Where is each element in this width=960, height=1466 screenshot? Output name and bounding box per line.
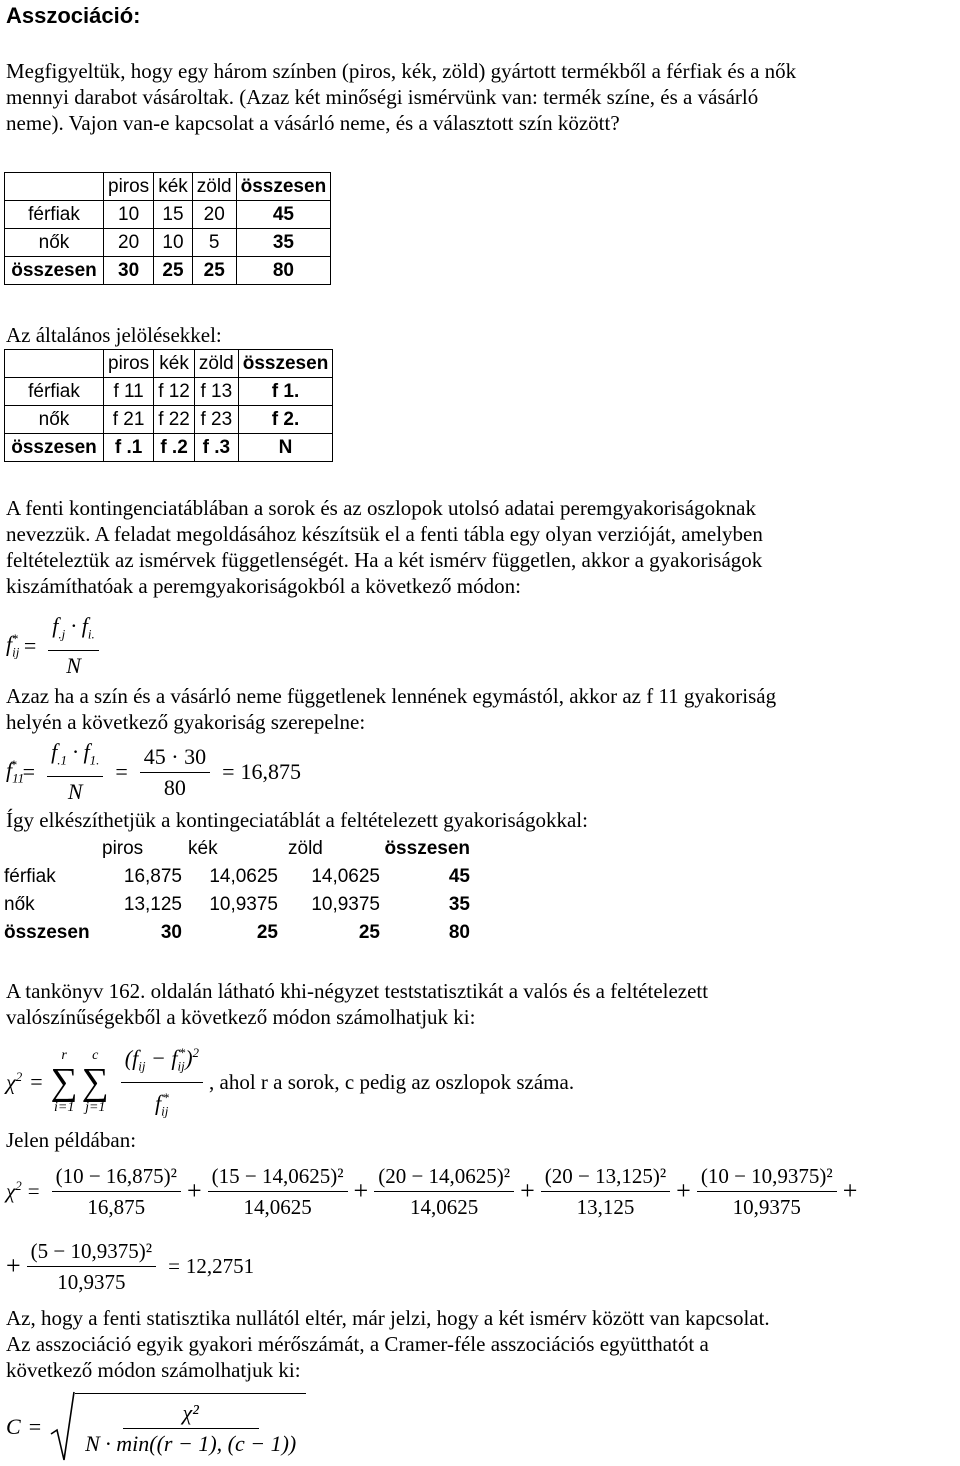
chi-term-numerator: (5 − 10,9375)² [27,1236,156,1267]
table-header-cell: összesen [384,838,470,859]
chi-term-numerator: (10 − 10,9375)² [697,1161,837,1192]
chi-term-numerator: (20 − 13,125)² [541,1161,670,1192]
table-header-cell: összesen [236,173,331,201]
row-label: összesen [5,434,104,462]
f11-result: 16,875 [240,759,302,784]
table-cell: 25 [358,922,380,943]
table-header-cell: kék [188,838,218,859]
table-cell [5,173,104,201]
table-cell: 25 [256,922,278,943]
table-cell: 80 [236,257,331,285]
chi-term-denominator: 13,125 [576,1194,635,1219]
table-row [5,257,331,285]
table-row [4,891,470,919]
table-cell: 15 [154,201,193,229]
table-row [5,406,333,434]
table-cell: 30 [160,922,182,943]
table-cell: f 2. [238,406,333,434]
table-header-cell: kék [154,173,193,201]
paragraph-line: valószínűségekből a következő módon számolhatjuk ki: [6,1005,476,1029]
intro-line: neme). Vajon van-e kapcsolat a vásárló neme, és a választott szín között? [6,111,620,135]
table-header-cell: összesen [238,350,333,378]
cramer-numerator: χ² [123,1398,259,1429]
table-header-cell: kék [154,350,195,378]
paragraph-line: feltételeztük az ismérvek függetlenségét. Ha a két ismérv független, akkor a gyakoriságok [6,548,763,572]
table-header-cell: zöld [288,838,323,859]
chi-term-denominator: 10,9375 [57,1269,126,1294]
paragraph-line: A tankönyv 162. oldalán látható khi-négyzet teststatisztikát a valós és a feltételezett [6,979,709,1003]
table-header-cell: piros [102,838,144,859]
notation-table [4,349,333,462]
table-cell: f 23 [194,406,238,434]
table-cell: N [238,434,333,462]
table-cell: 5 [192,229,236,257]
chi-term-denominator: 14,0625 [410,1194,479,1219]
table-cell: 20 [192,201,236,229]
expected-frequency-table [4,835,470,947]
row-label: nők [5,229,104,257]
table-cell: 45 [448,866,470,887]
table-cell: 10,9375 [209,894,278,915]
chi-term-denominator: 10,9375 [732,1194,801,1219]
table-cell: 14,0625 [209,866,278,887]
intro-paragraph [6,58,956,136]
expected-frequency-formula: $f_{ij}^*$ = $\frac{f_{.j} \cdot f_{i.}}{N}$ [6,614,105,678]
paragraph-line: helyén a következő gyakoriság szerepelne: [6,710,366,734]
table-row [5,229,331,257]
row-label: összesen [4,922,90,943]
table-cell: 16,875 [123,866,182,887]
paragraph-line: nevezzük. A feladat megoldásához készítsük el a fenti tábla egy olyan verzióját, amelyben [6,522,763,546]
table-cell: f 22 [154,406,195,434]
chi-term-numerator: (20 − 14,0625)² [374,1161,514,1192]
intro-line: Megfigyeltük, hogy egy három színben (piros, kék, zöld) gyártott termékből a férfiak és a nők [6,59,797,83]
table-cell: 25 [154,257,193,285]
table-cell: 35 [236,229,331,257]
chi-square-calculation-continued: + $\frac{\text{(5 − 10,9375)²}}{10,9375}$ = 12,2751 [6,1233,254,1299]
table-header-cell: zöld [192,173,236,201]
table-cell: f 21 [104,406,154,434]
table-cell: 25 [192,257,236,285]
row-label: férfiak [4,866,56,887]
example-label: Jelen példában: [6,1128,137,1152]
f11-paragraph [6,683,956,735]
cramer-denominator: N · min((r − 1), (c − 1)) [85,1431,297,1456]
chi-square-result: 12,2751 [185,1253,255,1278]
chi-square-calculation: $\chi^2$ = $\frac{\text{(10 − 16,875)²}}{16,875}$ + $\frac{\text{(15 − 14,0625)²}}{14,0625}$ + $\frac{\text{(20 − 14,0625)²}}{14,0625}$ + $\frac{\text{(20 − 13,125)²}}{13,125}$ + $\frac{\text{(10 − 10,9375)²}}{10,9375}$ + [6,1158,857,1224]
table-cell [5,350,104,378]
chi-square-note: , ahol r a sorok, c pedig az oszlopok száma. [209,1069,575,1094]
f11-numerator: 45 · 30 [140,742,210,773]
table-cell: 80 [448,922,470,943]
cramer-formula: C = $\frac{\text{χ²}}{N \cdot \min((r - 1), (c - 1))}$ [6,1390,306,1464]
table-cell: 10 [104,201,154,229]
observed-frequency-table [4,172,331,285]
table-cell: f 12 [154,378,195,406]
table-cell: f .1 [104,434,154,462]
chi-term-denominator: 14,0625 [243,1194,312,1219]
marginal-paragraph [6,495,956,599]
table-header-row [5,173,331,201]
table-cell: 30 [104,257,154,285]
table-row [4,919,470,947]
table-cell: f .3 [194,434,238,462]
chi-term-numerator: (15 − 14,0625)² [208,1161,348,1192]
general-notation-label: Az általános jelölésekkel: [6,323,222,347]
row-label: férfiak [5,378,104,406]
chi-term-numerator: (10 − 16,875)² [52,1161,181,1192]
chi-term-denominator: 16,875 [87,1194,146,1219]
table-cell: 14,0625 [311,866,380,887]
chi-square-intro [6,978,956,1030]
table-cell: 45 [236,201,331,229]
table-header-cell: zöld [194,350,238,378]
table-cell: f 13 [194,378,238,406]
paragraph-line: Az, hogy a fenti statisztika nullától eltér, már jelzi, hogy a két ismérv között van kapcsolat. [6,1306,770,1330]
table-cell: 20 [104,229,154,257]
table-header-cell: piros [104,173,154,201]
table-cell: f 11 [104,378,154,406]
paragraph-line: következő módon számolhatjuk ki: [6,1358,301,1382]
row-label: férfiak [5,201,104,229]
square-root-icon [49,1390,75,1464]
table-cell [4,835,102,863]
table-row [4,863,470,891]
f11-calculation: $f_{11}^*$ = $\frac{f_{.1} \cdot f_{1.}}{N}$ = $\frac{45 \cdot 30}{80}$ = 16,875 [6,739,302,804]
chi-square-formula: $\chi^2$ = r ∑ i=1 c ∑ j=1 $\frac{(f_{ij} - f_{ij}^*)^2}{f_{ij}^*}$ , ahol r a sorok, c pedig az oszlopok száma. [6,1040,574,1124]
table-row [5,434,333,462]
row-label: összesen [5,257,104,285]
table-header-row [5,350,333,378]
table-row [5,201,331,229]
table-header-cell: piros [104,350,154,378]
paragraph-line: Az asszociáció egyik gyakori mérőszámát, a Cramer-féle asszociációs együtthatót a [6,1332,709,1356]
table-cell: 10 [154,229,193,257]
table-cell: f .2 [154,434,195,462]
paragraph-line: A fenti kontingenciatáblában a sorok és az oszlopok utolsó adatai peremgyakoriságoknak [6,496,756,520]
cramer-paragraph [6,1305,956,1383]
table-cell: 10,9375 [311,894,380,915]
paragraph-line: Azaz ha a szín és a vásárló neme függetlenek lennének egymástól, akkor az f 11 gyakoriság [6,684,777,708]
table-cell: f 1. [238,378,333,406]
f11-denominator: 80 [163,774,186,800]
table-header-row [4,835,470,863]
table-cell: 13,125 [123,894,182,915]
table-cell: 35 [448,894,470,915]
paragraph-line: kiszámíthatóak a peremgyakoriságokból a következő módon: [6,574,521,598]
expected-table-label: Így elkészíthetjük a kontingeciatáblát a feltételezett gyakoriságokkal: [6,808,588,832]
page-title: Asszociáció: [6,3,141,28]
row-label: nők [5,406,104,434]
row-label: nők [4,894,35,915]
intro-line: mennyi darabot vásároltak. (Azaz két minőségi ismérvünk van: termék színe, és a vásárló [6,85,759,109]
table-row [5,378,333,406]
